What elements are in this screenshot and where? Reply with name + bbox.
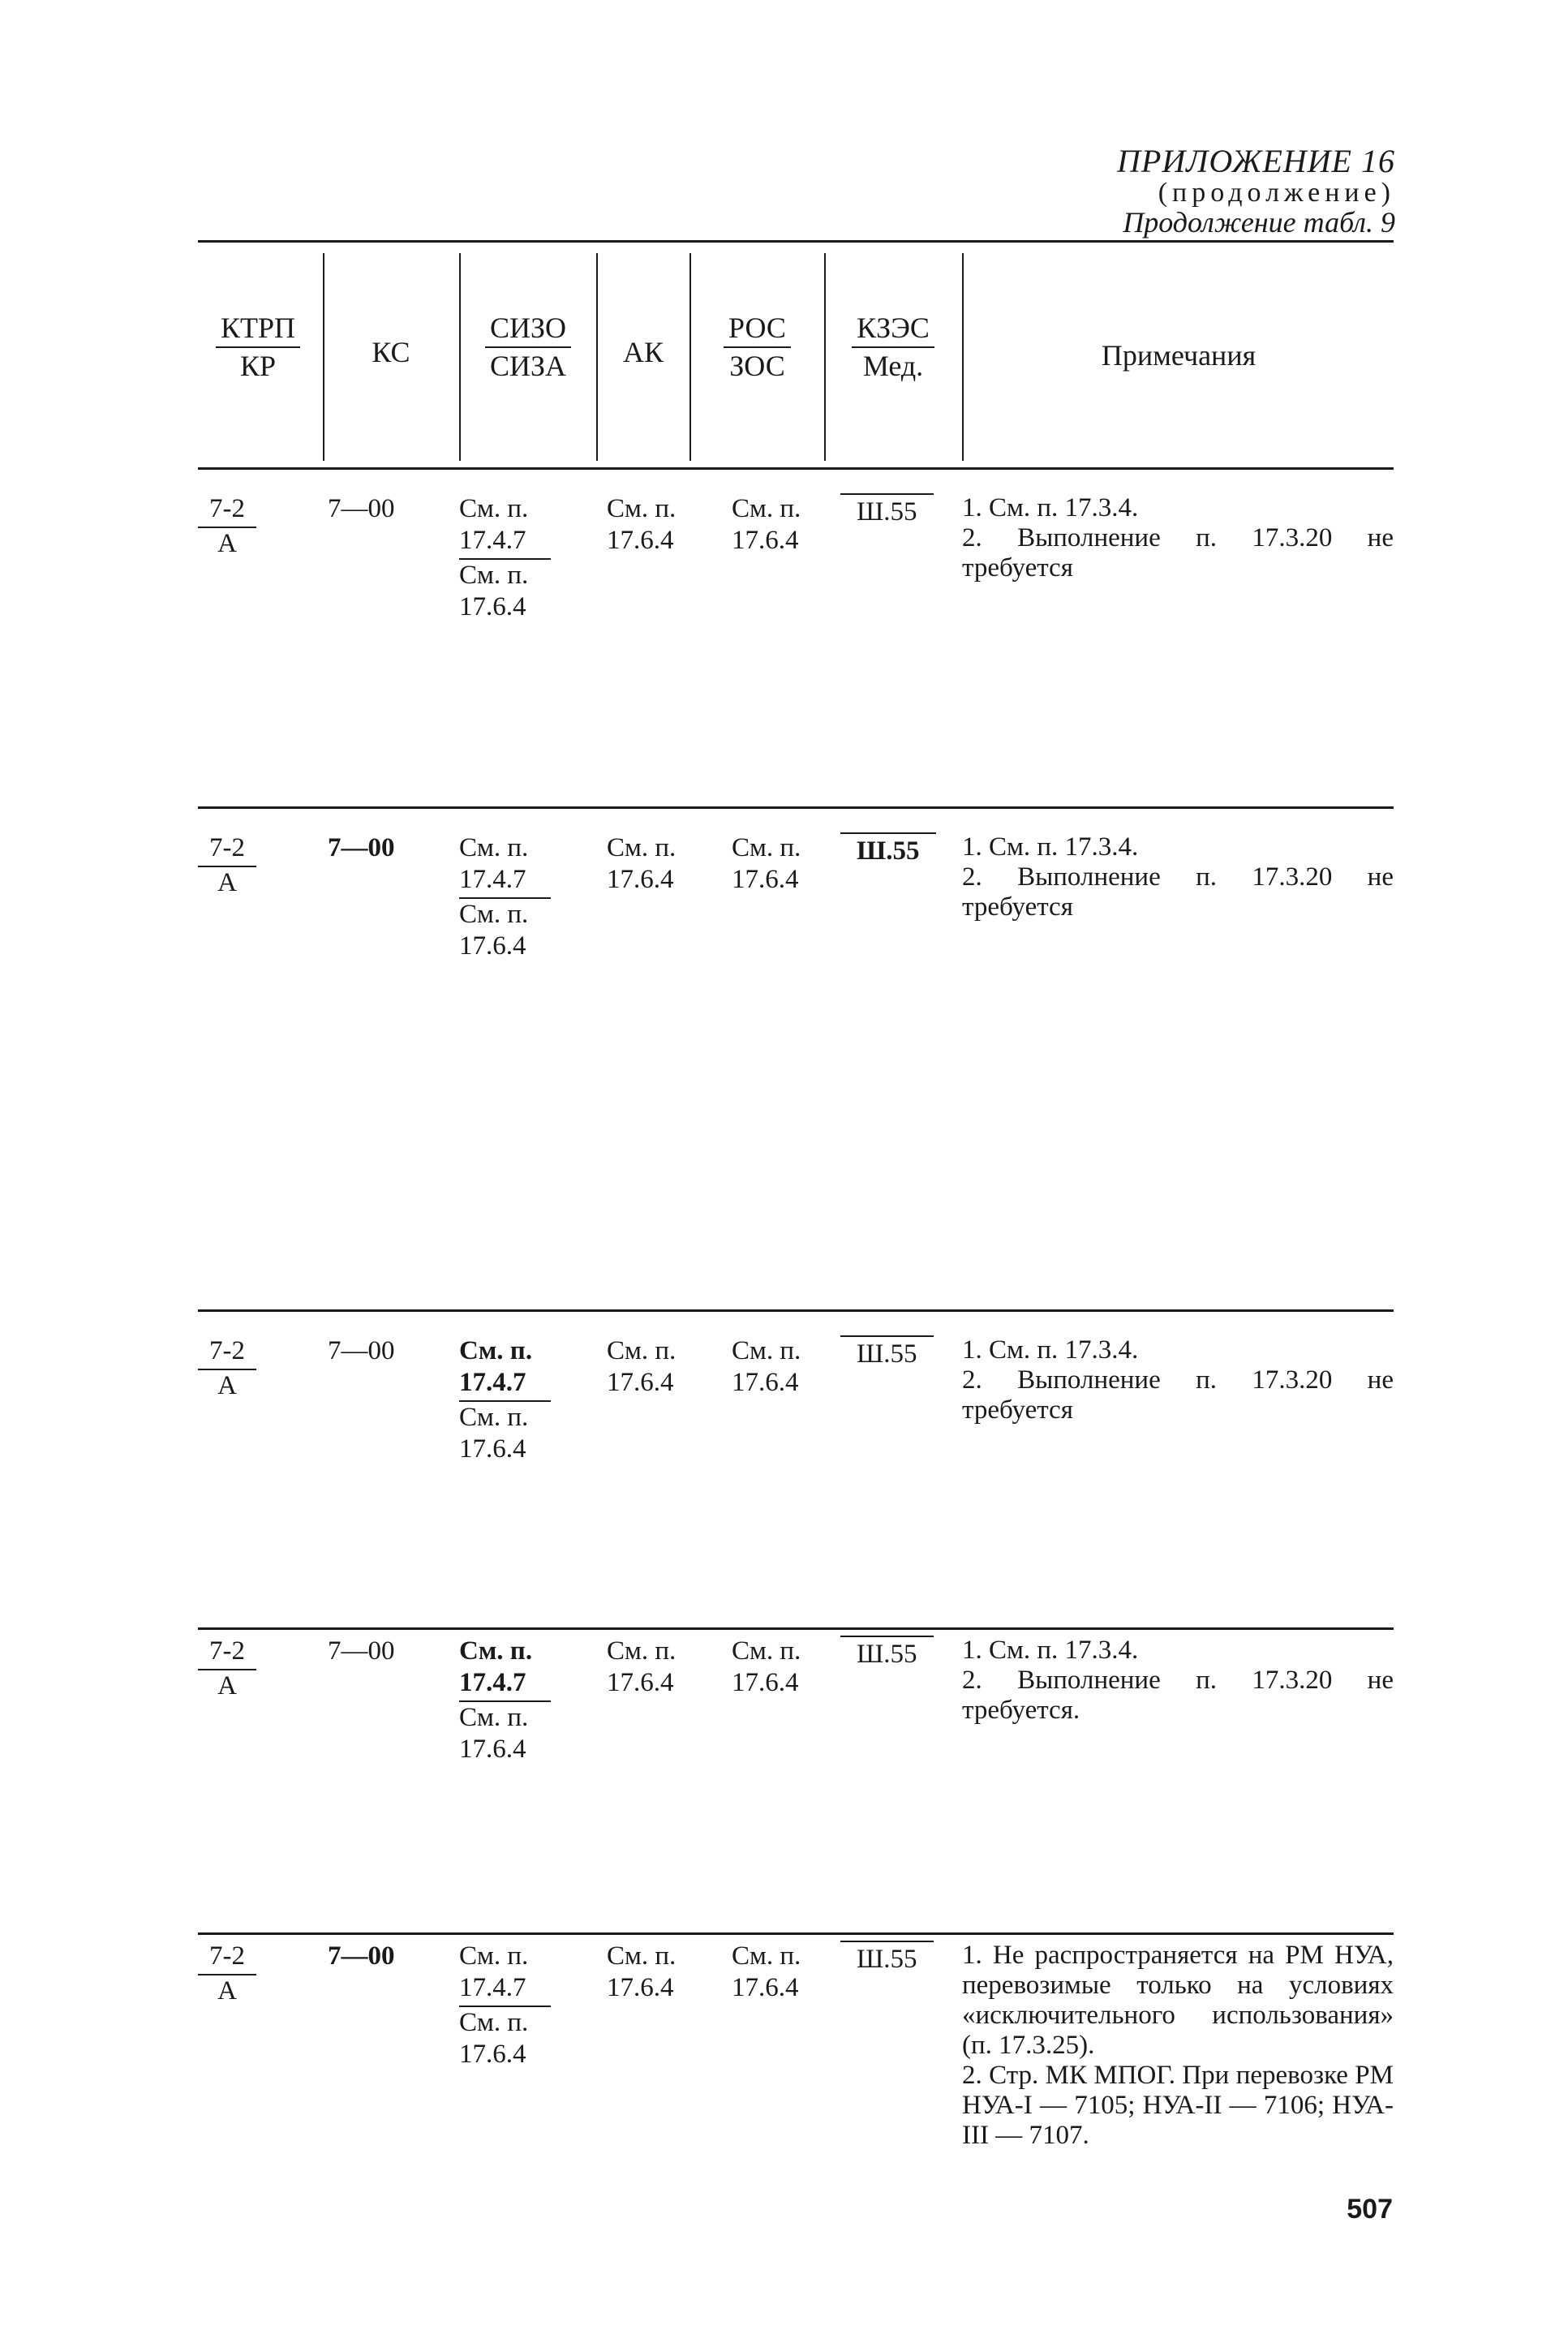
kzes-value: Ш.55 (840, 493, 934, 528)
header-med: Мед. (862, 350, 924, 383)
column-header-ak (598, 336, 689, 369)
siza-line-2: 17.6.4 (459, 931, 526, 961)
sizo-line-1: См. п. (459, 1336, 533, 1365)
column-header-sizo-siza (461, 312, 595, 384)
cell-kzes (840, 1335, 934, 1370)
cell-kzes (840, 1636, 934, 1670)
note-item: 1. См. п. 17.3.4. (962, 832, 1139, 862)
cell-ak (607, 493, 676, 557)
cell-notes (962, 493, 1394, 583)
cell-ak (607, 1636, 676, 1699)
cell-ros-zos (732, 832, 801, 896)
cell-ks: 7—00 (328, 1941, 395, 1971)
cell-ak (607, 832, 676, 896)
kzes-value: Ш.55 (840, 1335, 934, 1370)
siza-line-1: См. п. (459, 1702, 529, 1732)
kr-value: А (217, 1975, 237, 2006)
note-item: 2. Выполнение п. 17.3.20 не требуется (962, 522, 1394, 583)
header-kr: КР (239, 350, 277, 383)
cell-ktrp-kr (198, 1335, 256, 1402)
cell-ktrp-kr (198, 493, 256, 560)
cell-ks: 7—00 (328, 833, 395, 862)
cell-sizo-siza (459, 1636, 551, 1765)
continuation-label: (продолжение) (1158, 178, 1395, 208)
siza-line-2: 17.6.4 (459, 2039, 526, 2069)
sizo-line-2: 17.4.7 (459, 1667, 551, 1702)
note-item: 1. См. п. 17.3.4. (962, 1636, 1139, 1665)
header-kzes: КЗЭС (852, 312, 934, 348)
row-separator (198, 1932, 1394, 1935)
ak-line-2: 17.6.4 (607, 1972, 674, 2002)
appendix-title: ПРИЛОЖЕНИЕ 16 (1117, 143, 1395, 179)
siza-line-2: 17.6.4 (459, 591, 526, 621)
note-item: 2. Выполнение п. 17.3.20 не требуется (962, 1365, 1394, 1425)
header-notes: Примечания (1101, 339, 1257, 372)
row-separator (198, 1627, 1394, 1630)
cell-ktrp-kr (198, 1636, 256, 1702)
kzes-value: Ш.55 (840, 832, 936, 867)
siza-line-2: 17.6.4 (459, 1734, 526, 1764)
cell-ktrp-kr (198, 1941, 256, 2007)
column-header-ks (324, 336, 458, 369)
note-item: 1. Не распространяется на РМ НУА, перевозимые только на условиях «исключительного использования» (п. 17.3.25). (962, 1941, 1394, 2060)
note-item: 1. См. п. 17.3.4. (962, 1335, 1139, 1365)
note-item: 1. См. п. 17.3.4. (962, 493, 1139, 522)
ak-line-1: См. п. (607, 833, 677, 862)
cell-ks: 7—00 (328, 1336, 395, 1365)
note-item: 2. Стр. МК МПОГ. При перевозке РМ НУА-I — 7105; НУА-II — 7106; НУА-III — 7107. (962, 2060, 1394, 2150)
cell-sizo-siza (459, 832, 551, 962)
row-separator (198, 806, 1394, 809)
ros-line-1: См. п. (732, 1336, 801, 1365)
ak-line-1: См. п. (607, 1941, 677, 1971)
header-ak: АК (622, 336, 664, 368)
kzes-value: Ш.55 (840, 1636, 934, 1670)
cell-notes (962, 1636, 1394, 1726)
table-top-rule (198, 240, 1394, 243)
cell-notes (962, 1941, 1394, 2151)
header-ros: РОС (724, 312, 791, 348)
sizo-line-1: См. п. (459, 1941, 529, 1971)
ros-line-2: 17.6.4 (732, 1667, 799, 1697)
page-number: 507 (1347, 2194, 1393, 2225)
siza-line-2: 17.6.4 (459, 1434, 526, 1464)
header-bottom-rule (198, 467, 1394, 470)
cell-kzes (840, 1941, 934, 1975)
cell-ktrp-kr (198, 832, 256, 899)
kr-value: А (217, 867, 237, 897)
note-item: 2. Выполнение п. 17.3.20 не требуется. (962, 1665, 1394, 1725)
cell-kzes (840, 493, 934, 528)
row-separator (198, 1309, 1394, 1312)
table-continuation-label: Продолжение табл. 9 (1123, 205, 1395, 239)
cell-ak (607, 1941, 676, 2004)
ak-line-2: 17.6.4 (607, 864, 674, 894)
header-sizo: СИЗО (485, 312, 571, 348)
cell-sizo-siza (459, 493, 551, 623)
ktrp-value: 7-2 (198, 1636, 256, 1670)
header-siza: СИЗА (489, 350, 567, 383)
ros-line-1: См. п. (732, 1941, 801, 1971)
column-header-notes (964, 339, 1394, 372)
sizo-line-2: 17.4.7 (459, 525, 551, 560)
header-ktrp: КТРП (216, 312, 300, 348)
siza-line-1: См. п. (459, 560, 529, 590)
ros-line-2: 17.6.4 (732, 1972, 799, 2002)
ak-line-1: См. п. (607, 494, 677, 523)
column-header-kzes-med (826, 312, 960, 384)
siza-line-1: См. п. (459, 2007, 529, 2037)
ktrp-value: 7-2 (198, 832, 256, 867)
ak-line-1: См. п. (607, 1636, 677, 1666)
kr-value: А (217, 1370, 237, 1400)
cell-ak (607, 1335, 676, 1399)
header-ks: КС (372, 336, 410, 368)
ros-line-2: 17.6.4 (732, 864, 799, 894)
cell-ros-zos (732, 493, 801, 557)
column-header-ros-zos (691, 312, 823, 384)
column-header-ktrp-kr (195, 312, 321, 384)
ros-line-1: См. п. (732, 833, 801, 862)
sizo-line-1: См. п. (459, 494, 529, 523)
sizo-line-1: См. п. (459, 1636, 533, 1666)
kzes-value: Ш.55 (840, 1941, 934, 1975)
sizo-line-2: 17.4.7 (459, 1972, 551, 2007)
ak-line-2: 17.6.4 (607, 1667, 674, 1697)
cell-sizo-siza (459, 1335, 551, 1465)
cell-sizo-siza (459, 1941, 551, 2070)
cell-notes (962, 1335, 1394, 1425)
cell-ros-zos (732, 1636, 801, 1699)
cell-ros-zos (732, 1941, 801, 2004)
ak-line-2: 17.6.4 (607, 525, 674, 555)
siza-line-1: См. п. (459, 899, 529, 929)
ak-line-2: 17.6.4 (607, 1367, 674, 1397)
kr-value: А (217, 1670, 237, 1700)
sizo-line-2: 17.4.7 (459, 1367, 551, 1402)
ros-line-2: 17.6.4 (732, 525, 799, 555)
ros-line-2: 17.6.4 (732, 1367, 799, 1397)
cell-ros-zos (732, 1335, 801, 1399)
ros-line-1: См. п. (732, 494, 801, 523)
sizo-line-2: 17.4.7 (459, 864, 551, 899)
header-zos: ЗОС (729, 350, 785, 383)
ktrp-value: 7-2 (198, 1941, 256, 1975)
cell-kzes (840, 832, 936, 867)
kr-value: А (217, 528, 237, 558)
ros-line-1: См. п. (732, 1636, 801, 1666)
cell-notes (962, 832, 1394, 922)
note-item: 2. Выполнение п. 17.3.20 не требуется (962, 862, 1394, 922)
siza-line-1: См. п. (459, 1402, 529, 1432)
ktrp-value: 7-2 (198, 493, 256, 528)
cell-ks: 7—00 (328, 1636, 395, 1666)
ak-line-1: См. п. (607, 1336, 677, 1365)
sizo-line-1: См. п. (459, 833, 529, 862)
page-header (1117, 144, 1395, 238)
cell-ks: 7—00 (328, 494, 395, 523)
ktrp-value: 7-2 (198, 1335, 256, 1370)
